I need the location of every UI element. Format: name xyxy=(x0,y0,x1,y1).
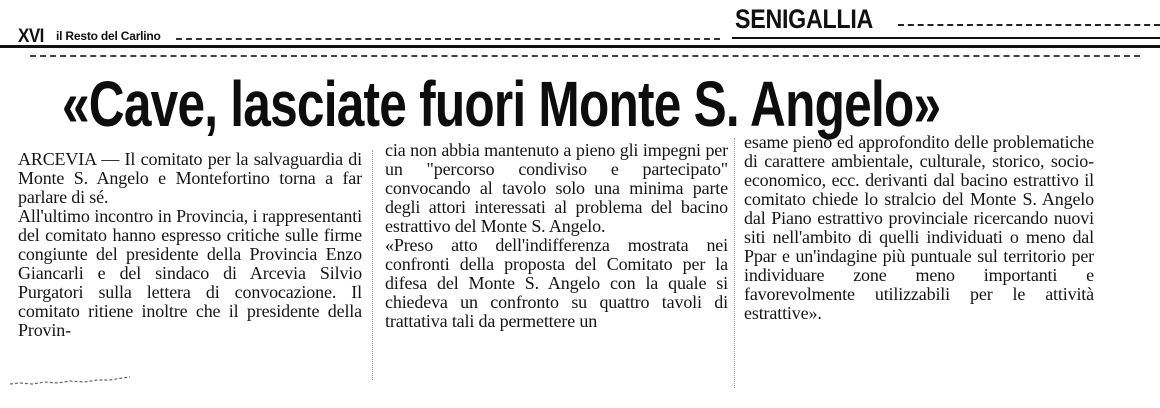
masthead: il Resto del Carlino xyxy=(56,29,161,43)
column-divider xyxy=(372,150,373,380)
header-dashed-rule-right xyxy=(898,24,1160,26)
paragraph: ARCEVIA — Il comitato per la salvaguardia di Monte S. Angelo e Montefortino torna a far parlare di sé. xyxy=(18,149,362,207)
page-number: XVI xyxy=(18,24,44,47)
paragraph: All'ultimo incontro in Provincia, i rappresentanti del comitato hanno espresso critiche sulle firme congiunte del presidente della Provincia Enzo Giancarli e del sindaco di Arcevia Silvio Purgatori sulla lettera di convocazione. Il comitato ritiene inoltre che il presidente della Provin- xyxy=(18,206,362,340)
header-dashed-rule xyxy=(176,38,720,40)
article-column-3 xyxy=(744,133,1094,323)
paragraph: cia non abbia mantenuto a pieno gli impegni per un "percorso condiviso e partecipato" convocando al tavolo solo una minima parte degli attori interessati al problema del bacino estrattivo del Monte S. Angelo. xyxy=(385,140,728,236)
column-divider xyxy=(734,138,735,388)
header-rule xyxy=(0,45,1160,48)
section-underline xyxy=(732,37,1160,39)
headline: «Cave, lasciate fuori Monte S. Angelo» xyxy=(62,68,941,140)
article-column-1 xyxy=(18,150,362,340)
scan-noise xyxy=(10,372,130,386)
paragraph: esame pieno ed approfondito delle problematiche di carattere ambientale, culturale, storico, socio-economico, ecc. derivanti dal bacino estrattivo il comitato chiede lo stralcio del Monte S. Angelo dal Piano estrattivo provinciale ricercando nuovi siti nell'ambito di quelli individuati o meno dal Ppar e un'indagine più puntuale sul territorio per individuare zone meno importanti e favorevolmente utilizzabili per le attività estrattive». xyxy=(744,132,1094,323)
article-column-2 xyxy=(385,141,728,331)
header-dashed-rule-lower xyxy=(30,55,1140,57)
paragraph: «Preso atto dell'indifferenza mostrata nei confronti della proposta del Comitato per la difesa del Monte S. Angelo con la quale si chiedeva un confronto su quattro tavoli di trattativa tali da permettere un xyxy=(385,235,728,331)
section-name: SENIGALLIA xyxy=(735,4,874,34)
